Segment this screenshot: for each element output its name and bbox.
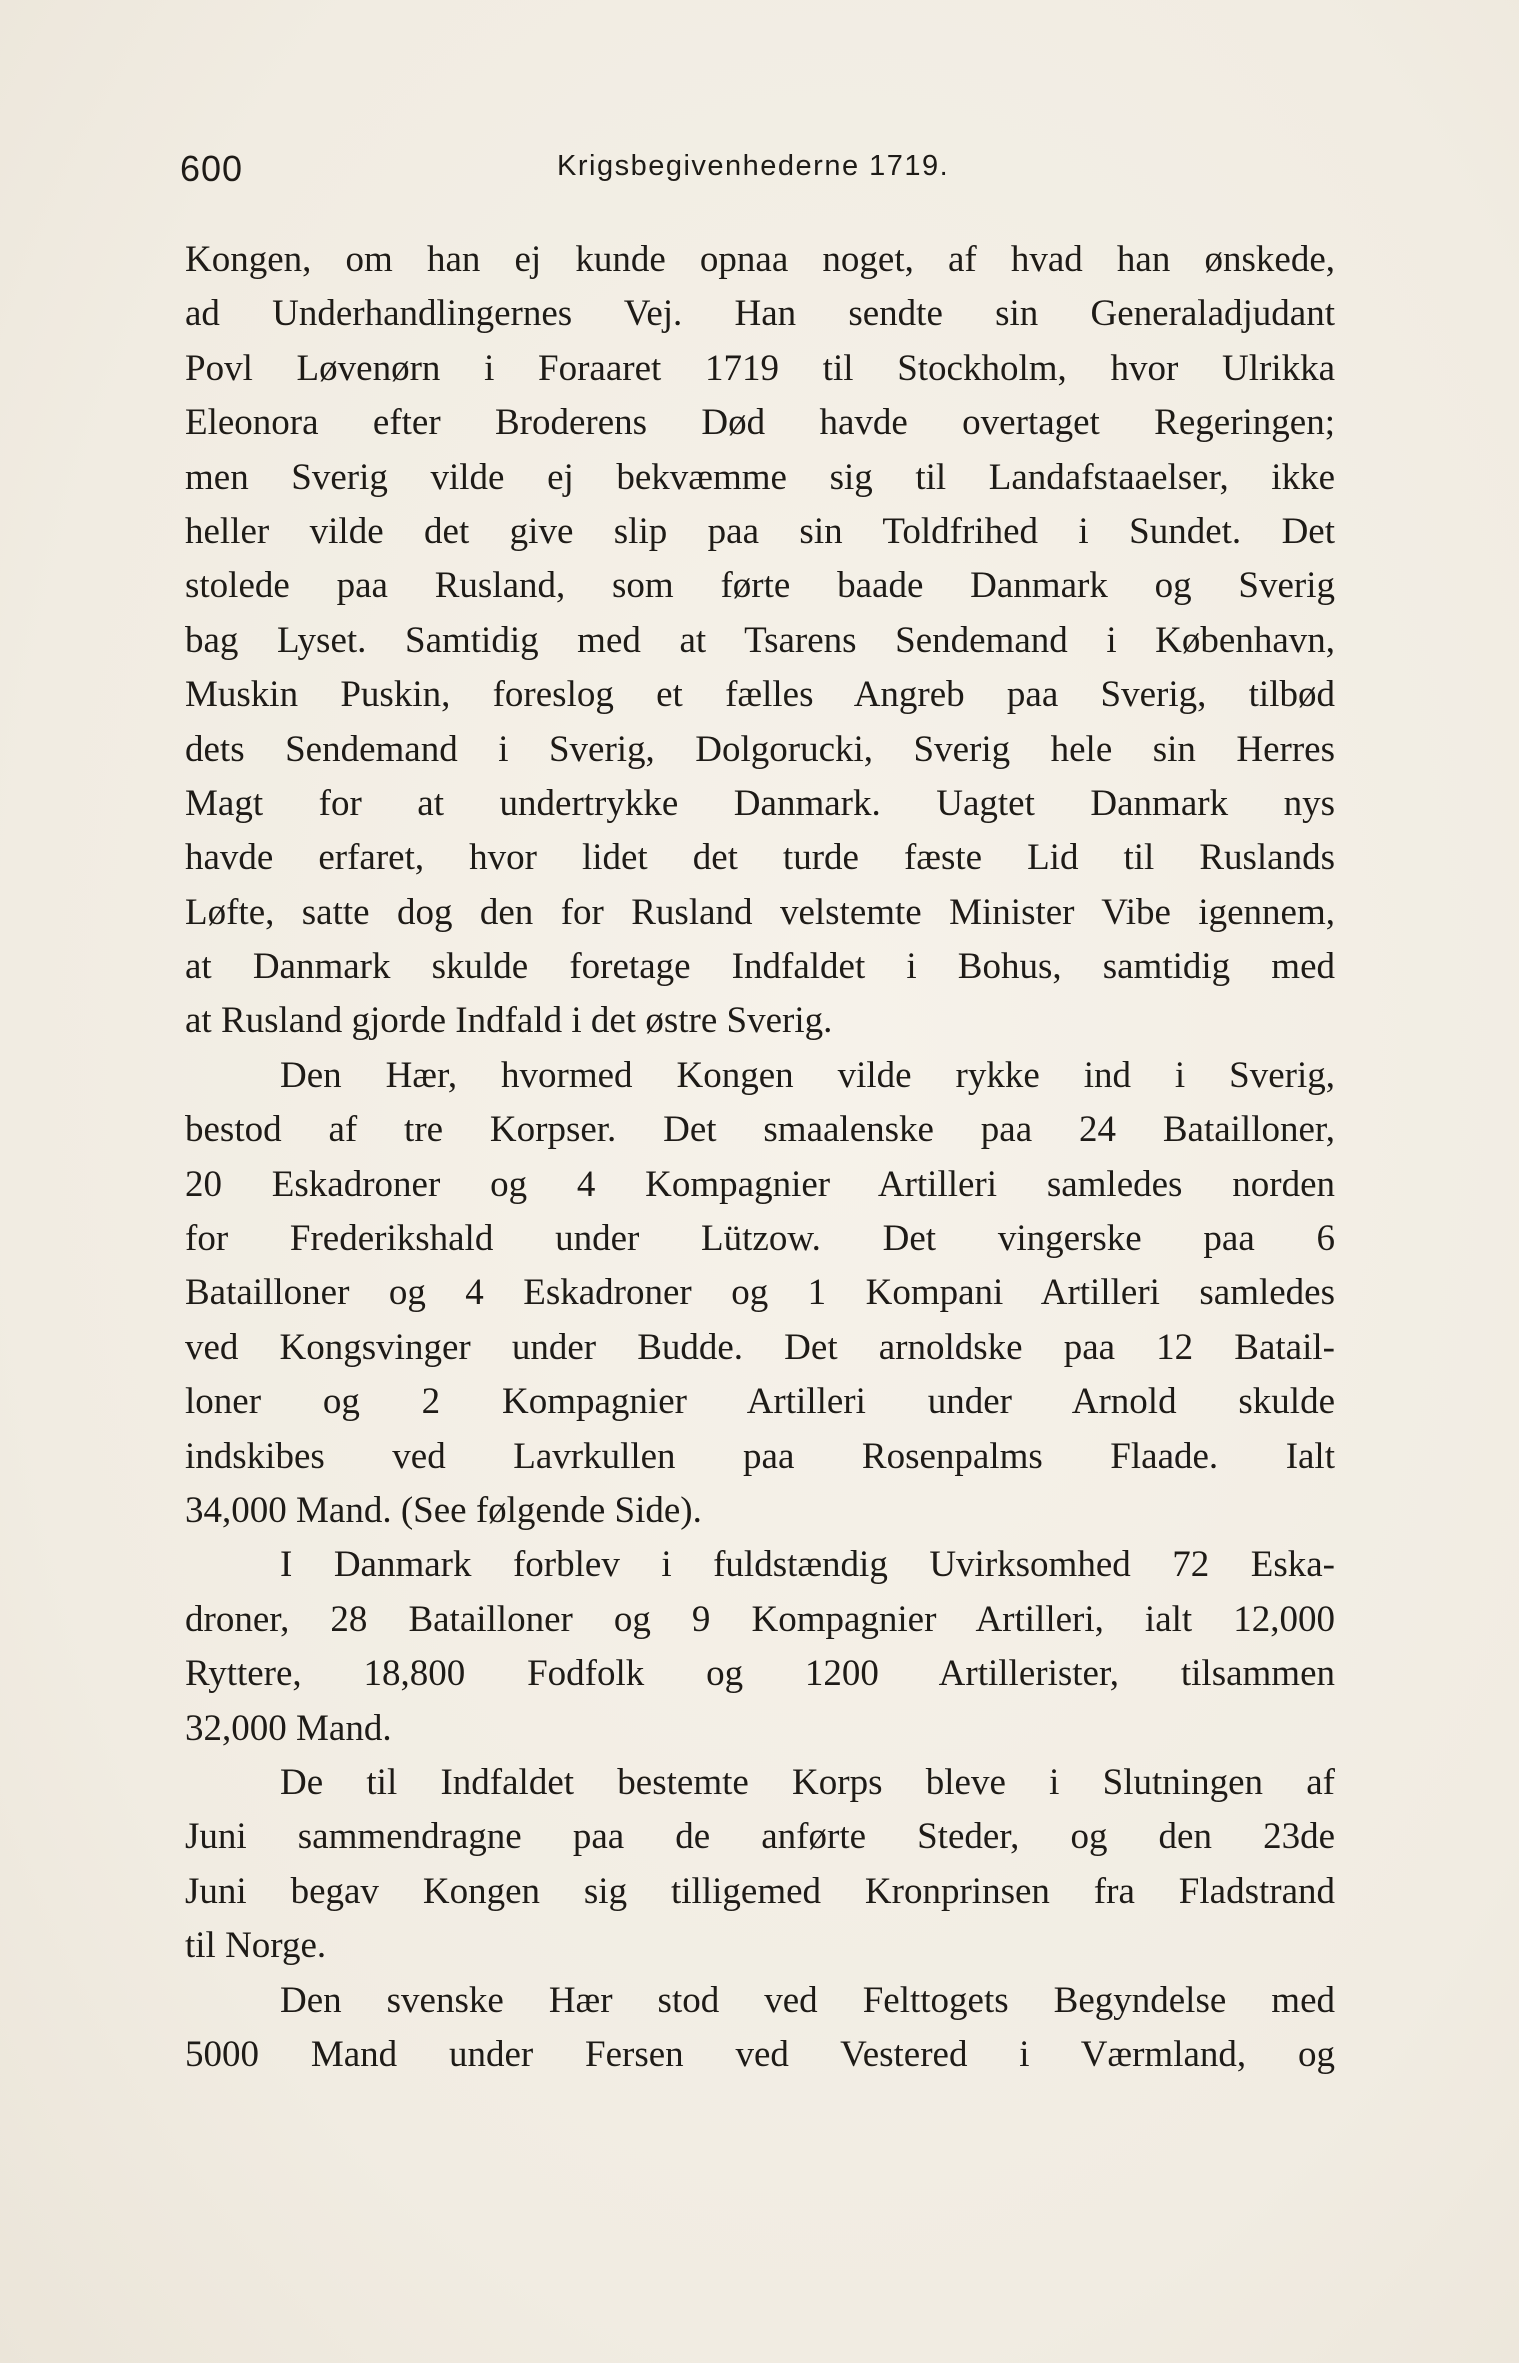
text-line: men Sverig vilde ej bekvæmme sig til Landafstaaelser, ikke (185, 456, 1335, 498)
text-line: Eleonora efter Broderens Død havde overtaget Regeringen; (185, 402, 1335, 444)
text-line: Juni sammendragne paa de anførte Steder, og den 23de (185, 1816, 1335, 1858)
text-line: Juni begav Kongen sig tilligemed Kronprinsen fra Fladstrand (185, 1870, 1335, 1912)
text-line: Løfte, satte dog den for Rusland velstemte Minister Vibe igennem, (185, 891, 1335, 933)
text-line: indskibes ved Lavrkullen paa Rosenpalms Flaade. Ialt (185, 1435, 1335, 1477)
body-text (185, 233, 1335, 2082)
text-line: 34,000 Mand. (See følgende Side). (185, 1489, 702, 1531)
text-line: 32,000 Mand. (185, 1707, 392, 1749)
running-head: Krigsbegivenhederne 1719. (557, 150, 950, 182)
text-line: loner og 2 Kompagnier Artilleri under Arnold skulde (185, 1381, 1335, 1423)
text-line: Muskin Puskin, foreslog et fælles Angreb paa Sverig, tilbød (185, 674, 1335, 716)
text-line: at Rusland gjorde Indfald i det østre Sverig. (185, 1000, 833, 1042)
text-line: I Danmark forblev i fuldstændig Uvirksomhed 72 Eska- (280, 1544, 1335, 1586)
text-line: ad Underhandlingernes Vej. Han sendte sin Generaladjudant (185, 293, 1335, 335)
text-line: stolede paa Rusland, som førte baade Danmark og Sverig (185, 565, 1335, 607)
text-line: havde erfaret, hvor lidet det turde fæste Lid til Ruslands (185, 837, 1335, 879)
text-line: Batailloner og 4 Eskadroner og 1 Kompani Artilleri samledes (185, 1272, 1335, 1314)
text-line: droner, 28 Batailloner og 9 Kompagnier Artilleri, ialt 12,000 (185, 1598, 1335, 1640)
text-line: 5000 Mand under Fersen ved Vestered i Værmland, og (185, 2033, 1335, 2075)
text-line: heller vilde det give slip paa sin Toldfrihed i Sundet. Det (185, 510, 1335, 552)
text-line: bag Lyset. Samtidig med at Tsarens Sendemand i København, (185, 619, 1335, 661)
page-header (180, 140, 1340, 190)
text-line: at Danmark skulde foretage Indfaldet i Bohus, samtidig med (185, 946, 1335, 988)
text-line: Ryttere, 18,800 Fodfolk og 1200 Artillerister, tilsammen (185, 1653, 1335, 1695)
text-line: Magt for at undertrykke Danmark. Uagtet Danmark nys (185, 782, 1335, 824)
page-number: 600 (180, 148, 244, 189)
text-line: 20 Eskadroner og 4 Kompagnier Artilleri samledes norden (185, 1163, 1335, 1205)
text-line: Den Hær, hvormed Kongen vilde rykke ind i Sverig, (280, 1054, 1335, 1096)
text-line: De til Indfaldet bestemte Korps bleve i Slutningen af (280, 1761, 1335, 1803)
text-line: ved Kongsvinger under Budde. Det arnoldske paa 12 Batail- (185, 1326, 1335, 1368)
text-line: bestod af tre Korpser. Det smaalenske paa 24 Batailloner, (185, 1109, 1335, 1151)
text-line: for Frederikshald under Lützow. Det vingerske paa 6 (185, 1218, 1335, 1260)
text-line: til Norge. (185, 1925, 327, 1967)
text-line: Den svenske Hær stod ved Felttogets Begyndelse med (280, 1979, 1335, 2021)
text-line: Povl Løvenørn i Foraaret 1719 til Stockholm, hvor Ulrikka (185, 347, 1335, 389)
text-line: dets Sendemand i Sverig, Dolgorucki, Sverig hele sin Herres (185, 728, 1335, 770)
text-line: Kongen, om han ej kunde opnaa noget, af hvad han ønskede, (185, 239, 1335, 280)
